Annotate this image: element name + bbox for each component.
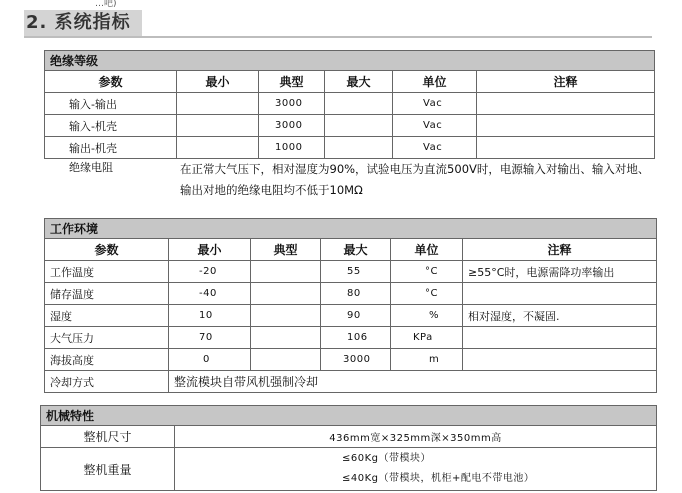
table-row xyxy=(45,261,657,283)
header-unit: 单位 xyxy=(391,239,463,261)
header-typ: 典型 xyxy=(259,71,325,93)
typ-cell xyxy=(251,327,321,349)
max-cell: 55 xyxy=(321,261,391,283)
header-max: 最大 xyxy=(325,71,393,93)
header-min: 最小 xyxy=(169,239,251,261)
table-row xyxy=(45,93,655,115)
weight-line-2: ≤40Kg（带模块，机柜+配电不带电池） xyxy=(342,473,535,484)
typ-cell xyxy=(251,261,321,283)
note-cell xyxy=(463,283,657,305)
table-row xyxy=(41,448,657,491)
unit-cell: % xyxy=(391,305,463,327)
table-row xyxy=(45,115,655,137)
table-row xyxy=(45,283,657,305)
mechanical-table xyxy=(40,405,657,491)
min-cell: 70 xyxy=(169,327,251,349)
min-cell xyxy=(177,115,259,137)
mechanical-title: 机械特性 xyxy=(41,406,657,426)
typ-cell: 1000 xyxy=(259,137,325,159)
heading-divider xyxy=(24,36,652,38)
header-max: 最大 xyxy=(321,239,391,261)
max-cell: 90 xyxy=(321,305,391,327)
resistance-text: 在正常大气压下，相对湿度为90%，试验电压为直流500V时，电源输入对输出、输入对地、输出对地的绝缘电阻均不低于10MΩ xyxy=(177,159,655,202)
max-cell xyxy=(325,137,393,159)
cooling-row xyxy=(45,371,657,393)
page-fragment-text: …吧) xyxy=(95,0,117,9)
param-cell: 储存温度 xyxy=(45,283,169,305)
typ-cell: 3000 xyxy=(259,93,325,115)
table-row xyxy=(45,349,657,371)
min-cell: 0 xyxy=(169,349,251,371)
weight-label: 整机重量 xyxy=(41,448,175,491)
header-note: 注释 xyxy=(463,239,657,261)
unit-cell: Vac xyxy=(393,137,477,159)
table-row xyxy=(45,305,657,327)
min-cell: -40 xyxy=(169,283,251,305)
typ-cell xyxy=(251,349,321,371)
min-cell: 10 xyxy=(169,305,251,327)
typ-cell xyxy=(251,305,321,327)
unit-cell: °C xyxy=(391,283,463,305)
param-cell: 输入-输出 xyxy=(45,93,177,115)
note-cell: ≥55°C时，电源需降功率输出 xyxy=(463,261,657,283)
max-cell xyxy=(325,93,393,115)
insulation-header-row xyxy=(45,71,655,93)
weight-line-1: ≤60Kg（带模块） xyxy=(342,453,432,464)
param-cell: 湿度 xyxy=(45,305,169,327)
note-cell xyxy=(477,115,655,137)
header-param: 参数 xyxy=(45,71,177,93)
table-row xyxy=(45,137,655,159)
table-row xyxy=(41,426,657,448)
note-cell xyxy=(463,327,657,349)
max-cell: 106 xyxy=(321,327,391,349)
min-cell: -20 xyxy=(169,261,251,283)
unit-cell: °C xyxy=(391,261,463,283)
param-cell: 大气压力 xyxy=(45,327,169,349)
size-label: 整机尺寸 xyxy=(41,426,175,448)
resistance-label: 绝缘电阻 xyxy=(45,159,177,202)
unit-cell: m xyxy=(391,349,463,371)
param-cell: 输入-机壳 xyxy=(45,115,177,137)
header-unit: 单位 xyxy=(393,71,477,93)
header-note: 注释 xyxy=(477,71,655,93)
size-value: 436mm宽×325mm深×350mm高 xyxy=(175,426,657,448)
note-cell xyxy=(477,137,655,159)
max-cell: 80 xyxy=(321,283,391,305)
unit-cell: Vac xyxy=(393,93,477,115)
note-cell: 相对湿度，不凝固. xyxy=(463,305,657,327)
header-param: 参数 xyxy=(45,239,169,261)
unit-cell: KPa xyxy=(391,327,463,349)
max-cell: 3000 xyxy=(321,349,391,371)
cooling-label: 冷却方式 xyxy=(45,371,169,393)
insulation-table xyxy=(44,50,655,202)
unit-cell: Vac xyxy=(393,115,477,137)
insulation-resistance-row xyxy=(45,159,655,202)
header-min: 最小 xyxy=(177,71,259,93)
note-cell xyxy=(477,93,655,115)
min-cell xyxy=(177,93,259,115)
cooling-text: 整流模块自带风机强制冷却 xyxy=(169,371,657,393)
environment-header-row xyxy=(45,239,657,261)
header-typ: 典型 xyxy=(251,239,321,261)
max-cell xyxy=(325,115,393,137)
param-cell: 工作温度 xyxy=(45,261,169,283)
note-cell xyxy=(463,349,657,371)
table-row xyxy=(45,327,657,349)
typ-cell xyxy=(251,283,321,305)
typ-cell: 3000 xyxy=(259,115,325,137)
min-cell xyxy=(177,137,259,159)
insulation-title: 绝缘等级 xyxy=(45,51,655,71)
environment-table xyxy=(44,218,657,393)
section-heading: 2. 系统指标 xyxy=(24,10,142,36)
param-cell: 输出-机壳 xyxy=(45,137,177,159)
environment-title: 工作环境 xyxy=(45,219,657,239)
param-cell: 海拔高度 xyxy=(45,349,169,371)
